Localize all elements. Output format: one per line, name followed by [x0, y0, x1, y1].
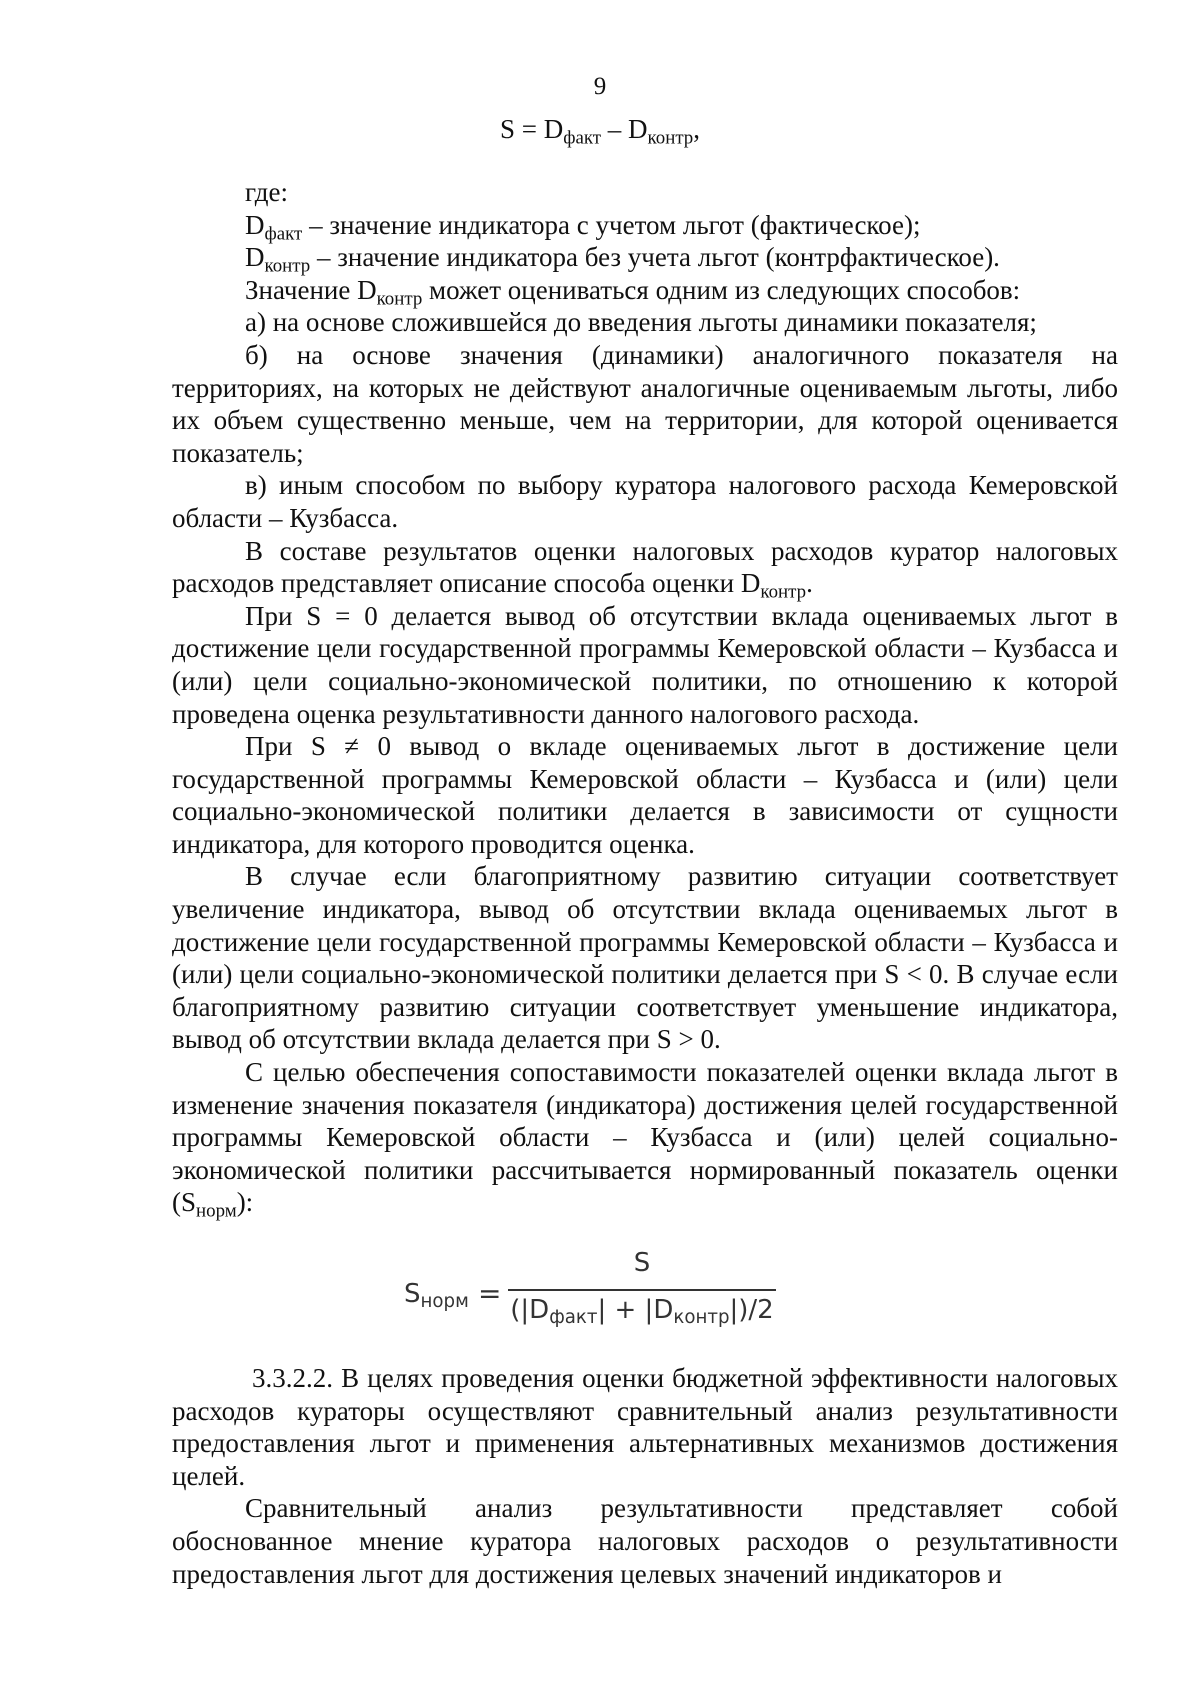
composition-subscript: контр: [760, 581, 807, 603]
page-number: 9: [593, 73, 607, 100]
body-text: [172, 176, 1118, 1222]
paragraph-comparative-analysis: Сравнительный анализ результативности представляет собой обоснованное мнение куратора налоговых расходов о результативности предоставления льгот для достижения целевых значений индикаторов и: [172, 1493, 1118, 1589]
norm-den-sub-contr: контр: [673, 1307, 730, 1329]
paragraph-item-a: а) на основе сложившейся до введения льготы динамики показателя;: [245, 307, 1037, 338]
norm-lhs-symbol: S: [404, 1279, 421, 1309]
d-fact-symbol: D: [245, 209, 265, 240]
norm-den-open: (|D: [510, 1295, 550, 1325]
composition-end: .: [806, 568, 813, 599]
d-contr-symbol: D: [245, 242, 265, 273]
formula-s-norm: [0, 1248, 1200, 1338]
paragraph-item-b: б) на основе значения (динамики) аналогичного показателя на территориях, на которых не действуют аналогичные оцениваемым льготы, либо их объем существенно меньше, чем на территории, для которой оценивается показатель;: [172, 339, 1118, 468]
d-fact-text: – значение индикатора с учетом льгот (фактическое);: [302, 209, 921, 240]
formula-norm-fraction-bar: [508, 1289, 776, 1291]
paragraph-item-c: в) иным способом по выбору куратора налогового расхода Кемеровской области – Кузбасса.: [172, 470, 1118, 533]
paragraph-d-contr: [172, 241, 1118, 277]
paragraph-value-methods: [172, 274, 1118, 310]
formula-s-sub-contr: контр: [647, 127, 694, 149]
norm-lhs-subscript: норм: [420, 1291, 469, 1313]
d-contr-subscript: контр: [264, 255, 311, 277]
paragraph-favorable: В случае если благоприятному развитию ситуации соответствует увеличение индикатора, вывод об отсутствии вклада оцениваемых льгот в достижение цели государственной программы Кемеровской области – Кузбасса и (или) цели социально-экономической политики делается при S < 0. В случае если благоприятному развитию ситуации соответствует уменьшение индикатора, вывод об отсутствии вклада делается при S > 0.: [172, 861, 1118, 1055]
comparability-end: ):: [236, 1187, 254, 1218]
paragraph-3-3-2-2-intro: 3.3.2.2. В целях проведения оценки бюджетной эффективности налоговых расходов кураторы осуществляют сравнительный анализ результативности предоставления льгот и применения альтернативных механизмов достижения целей.: [172, 1363, 1118, 1491]
formula-s-sub-fact: факт: [563, 127, 602, 149]
paragraph-where: где:: [245, 177, 288, 207]
value-methods-prefix: Значение D: [245, 274, 377, 305]
formula-s-mid: – D: [601, 114, 648, 144]
formula-s-lhs: S = D: [499, 114, 564, 144]
d-contr-text: – значение индикатора без учета льгот (контрфактическое).: [310, 242, 1000, 273]
formula-s-end: ,: [693, 114, 701, 144]
formula-s-definition: [0, 112, 1200, 149]
value-methods-text: может оцениваться одним из следующих способов:: [422, 274, 1021, 305]
paragraph-d-fact: [172, 209, 1118, 242]
norm-den-sub-fact: факт: [549, 1307, 598, 1329]
formula-norm-equals: =: [478, 1277, 502, 1310]
comparability-subscript: норм: [196, 1200, 237, 1222]
paragraph-comparability: [172, 1056, 1118, 1222]
formula-norm-denominator: [508, 1295, 776, 1329]
formula-norm-numerator: S: [633, 1248, 651, 1278]
section-3-3-2-2: [172, 1362, 1118, 1590]
norm-den-mid: | + |D: [597, 1295, 674, 1325]
formula-norm-lhs: [404, 1279, 469, 1313]
paragraph-composition: [172, 535, 1118, 603]
comparability-text: С целью обеспечения сопоставимости показателей оценки вклада льгот в изменение значения показателя (индикатора) достижения целей государственной программы Кемеровской области – Кузбасса и (или) целей социально-экономической политики рассчитывается нормированный показатель оценки (S: [172, 1057, 1118, 1218]
d-fact-subscript: факт: [264, 222, 303, 244]
norm-den-close: |)/2: [729, 1295, 774, 1325]
composition-text: В составе результатов оценки налоговых расходов куратор налоговых расходов представляет описание способа оценки D: [172, 535, 1118, 599]
paragraph-s-nonzero: При S ≠ 0 вывод о вкладе оцениваемых льгот в достижение цели государственной программы Кемеровской области – Кузбасса и (или) цели социально-экономической политики делается в зависимости от сущности индикатора, для которого проводится оценка.: [172, 731, 1118, 859]
paragraph-s-zero: При S = 0 делается вывод об отсутствии вклада оцениваемых льгот в достижение цели государственной программы Кемеровской области – Кузбасса и (или) цели социально-экономической политики, по отношению к которой проведена оценка результативности данного налогового расхода.: [172, 600, 1118, 729]
value-methods-subscript: контр: [376, 288, 423, 310]
